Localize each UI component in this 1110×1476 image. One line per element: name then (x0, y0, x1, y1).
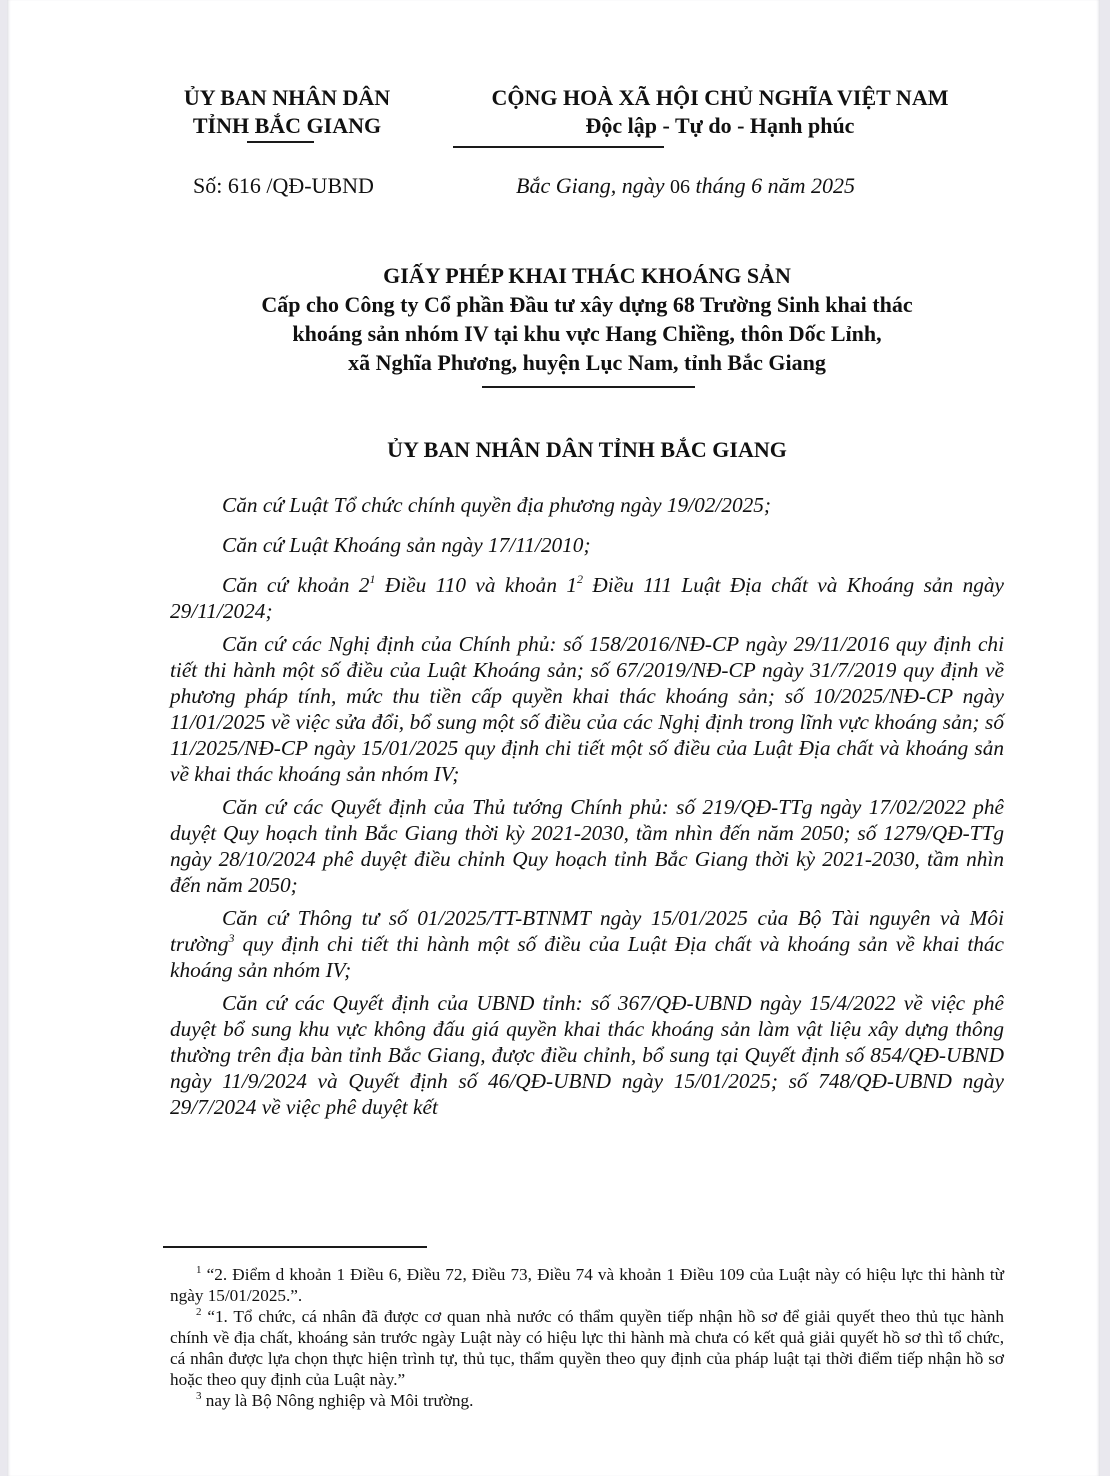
document-number: Số: 616 /QĐ-UBND (193, 173, 374, 198)
document-page (7, 0, 1100, 1476)
agency-underline (247, 141, 314, 143)
preamble-item: Căn cứ các Nghị định của Chính phủ: số 158/2016/NĐ-CP ngày 29/11/2016 quy định chi tiết thi hành một số điều của Luật Khoáng sản; số 67/2019/NĐ-CP ngày 31/7/2019 quy định về phương pháp tính, mức thu tiền cấp quyền khai thác khoáng sản; số 10/2025/NĐ-CP ngày 11/01/2025 về việc sửa đổi, bổ sung một số điều của các Nghị định trong lĩnh vực khoáng sản; số 11/2025/NĐ-CP ngày 15/01/2025 quy định chi tiết một số điều của Luật Địa chất và khoáng sản về khai thác khoáng sản nhóm IV; (170, 632, 1004, 786)
document-title (147, 261, 1027, 377)
preamble (170, 492, 1004, 1127)
date-prefix: Bắc Giang, ngày (516, 173, 665, 198)
motto: Độc lập - Tự do - Hạnh phúc (585, 113, 855, 138)
agency-line1: ỦY BAN NHÂN DÂN (183, 85, 391, 110)
title-sub-line1: Cấp cho Công ty Cổ phần Đầu tư xây dựng 68 Trường Sinh khai thác (261, 292, 913, 317)
footnote-separator (163, 1246, 427, 1248)
preamble-item: Căn cứ Luật Khoáng sản ngày 17/11/2010; (222, 533, 591, 557)
footnotes (170, 1264, 1004, 1411)
title-sub-line2: khoáng sản nhóm IV tại khu vực Hang Chiềng, thôn Dốc Lỉnh, (292, 321, 882, 346)
date-suffix: tháng 6 năm 2025 (695, 173, 855, 198)
footnote-2: $^2$ “1. Tổ chức, cá nhân đã được cơ quan nhà nước có thẩm quyền tiếp nhận hồ sơ để giải quyết theo thủ tục hành chính về địa chất, khoáng sản trước ngày Luật này có hiệu lực thi hành mà chưa có kết quả giải quyết hồ sơ thì tổ chức, cá nhân được lựa chọn thực hiện trình tự, thủ tục, thẩm quyền theo quy định của pháp luật tại thời điểm tiếp nhận hồ sơ hoặc theo quy định của Luật này.” (170, 1306, 1004, 1389)
footnote-ref-2[interactable]: 2 (577, 572, 584, 586)
preamble-item: Căn cứ các Quyết định của Thủ tướng Chính phủ: số 219/QĐ-TTg ngày 17/02/2022 phê duyệt Quy hoạch tỉnh Bắc Giang thời kỳ 2021-2030, tầm nhìn đến năm 2050; số 1279/QĐ-TTg ngày 28/10/2024 phê duyệt điều chỉnh Quy hoạch tỉnh Bắc Giang thời kỳ 2021-2030, tầm nhìn đến năm 2050; (170, 795, 1004, 897)
title-main: GIẤY PHÉP KHAI THÁC KHOÁNG SẢN (383, 263, 791, 288)
title-sub-line3: xã Nghĩa Phương, huyện Lục Nam, tỉnh Bắc Giang (348, 350, 826, 375)
preamble-item: Căn cứ các Quyết định của UBND tỉnh: số 367/QĐ-UBND ngày 15/4/2022 về việc phê duyệt bổ sung khu vực không đấu giá quyền khai thác khoáng sản làm vật liệu xây dựng thông thường trên địa bàn tỉnh Bắc Giang, được điều chỉnh, bổ sung tại Quyết định số 854/QĐ-UBND ngày 11/9/2024 và Quyết định số 46/QĐ-UBND ngày 15/01/2025; số 748/QĐ-UBND ngày 29/7/2024 về việc phê duyệt kết (170, 991, 1004, 1119)
motto-underline (453, 146, 664, 148)
footnote-1: $^1$ “2. Điểm d khoản 1 Điều 6, Điều 72, Điều 73, Điều 74 và khoản 1 Điều 109 của Luật này có hiệu lực thi hành từ ngày 15/01/2025.”. (170, 1264, 1004, 1305)
preamble-item: Căn cứ Luật Tổ chức chính quyền địa phương ngày 19/02/2025; (222, 493, 771, 517)
national-motto (470, 84, 970, 140)
issuer-heading: ỦY BAN NHÂN DÂN TỈNH BẮC GIANG (387, 437, 787, 462)
footnote-ref-3[interactable]: 3 (228, 931, 235, 945)
national-name: CỘNG HOÀ XÃ HỘI CHỦ NGHĨA VIỆT NAM (491, 85, 949, 110)
document-date (516, 173, 855, 199)
preamble-item: Căn cứ Thông tư số 01/2025/TT-BTNMT ngày 15/01/2025 của Bộ Tài nguyên và Môi trường$^3$ quy định chi tiết thi hành một số điều của Luật Địa chất và khoáng sản về khai thác khoáng sản nhóm IV; (170, 906, 1004, 982)
date-day: 06 (669, 176, 690, 198)
agency-line2: TỈNH BẮC GIANG (192, 113, 382, 138)
footnote-ref-1[interactable]: 1 (369, 572, 376, 586)
footnote-3: $^3$ nay là Bộ Nông nghiệp và Môi trường. (196, 1390, 474, 1410)
issuing-agency (182, 84, 392, 140)
title-underline (482, 386, 695, 388)
preamble-item: Căn cứ khoản $2^1$ Điều 110 và khoản $1^2$ Điều 111 Luật Địa chất và Khoáng sản ngày 29/11/2024; (170, 572, 1004, 623)
